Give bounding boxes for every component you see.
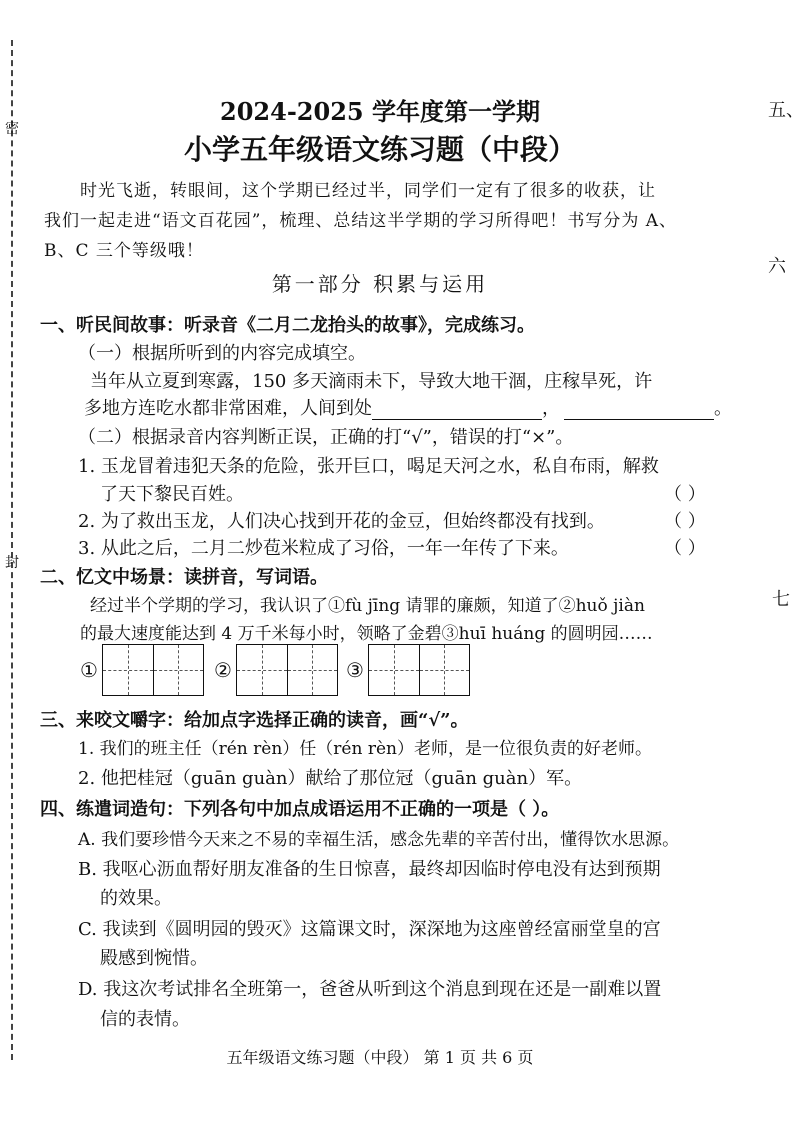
answer-paren-1[interactable]: （ ） — [664, 484, 706, 505]
question-4-heading: 四、练遣词造句：下列各句中加点成语运用不正确的一项是（ ）。 — [40, 799, 560, 820]
writing-cell[interactable] — [419, 645, 469, 695]
question-2-line-2: 的最大速度能达到 4 万千米每小时，领略了金碧③huī huáng 的圆明园…… — [80, 624, 653, 644]
question-2-heading: 二、忆文中场景：读拼音，写词语。 — [40, 567, 328, 588]
question-1-fill-line-1: 当年从立夏到寒露，150 多天滴雨未下，导致大地干涸，庄稼旱死，许 — [90, 371, 653, 392]
option-b-line-2: 的效果。 — [100, 888, 172, 909]
writing-grid-3 — [346, 645, 470, 695]
writing-cell[interactable] — [237, 645, 287, 695]
grid-number-3: ③ — [346, 658, 364, 682]
answer-blank-1[interactable] — [372, 401, 542, 420]
writing-cell[interactable] — [369, 645, 419, 695]
question-1-item-2: 2. 为了救出玉龙，人们决心找到开花的金豆，但始终都没有找到。 — [78, 511, 605, 532]
option-d-line-2: 信的表情。 — [100, 1009, 190, 1030]
part-one-title: 第一部分 积累与运用 — [271, 272, 489, 296]
question-3-item-1: 1. 我们的班主任（rén rèn）任（rén rèn）老师，是一位很负责的好老师。 — [78, 739, 652, 759]
question-1-sub-2: （二）根据录音内容判断正误，正确的打“√”，错误的打“×”。 — [78, 427, 574, 448]
question-3-heading: 三、来咬文嚼字：给加点字选择正确的读音，画“√”。 — [40, 710, 469, 731]
question-1-fill-line-2 — [84, 394, 732, 420]
answer-paren-2[interactable]: （ ） — [664, 511, 706, 532]
option-b-line-1[interactable]: B. 我呕心沥血帮好朋友准备的生日惊喜，最终却因临时停电没有达到预期 — [78, 859, 661, 880]
exam-main-title: 小学五年级语文练习题（中段） — [183, 133, 576, 166]
writing-box-3[interactable] — [368, 644, 470, 696]
exam-year-title: 2024-2025 学年度第一学期 — [220, 97, 540, 126]
answer-paren-3[interactable]: （ ） — [664, 538, 706, 559]
right-edge-number-7: 七 — [772, 589, 790, 610]
option-a[interactable]: A. 我们要珍惜今天来之不易的幸福生活，感念先辈的辛苦付出，懂得饮水思源。 — [78, 830, 680, 850]
grid-number-2: ② — [214, 658, 232, 682]
option-c-line-1[interactable]: C. 我读到《圆明园的毁灭》这篇课文时，深深地为这座曾经富丽堂皇的宫 — [78, 919, 661, 940]
question-1-item-1-line-1: 1. 玉龙冒着违犯天条的危险，张开巨口，喝足天河之水，私自布雨，解救 — [78, 456, 659, 477]
intro-line-2: 我们一起走进“语文百花园”，梳理、总结这半学期的学习所得吧！书写分为 A、 — [44, 211, 678, 231]
intro-line-1: 时光飞逝，转眼间，这个学期已经过半，同学们一定有了很多的收获，让 — [80, 181, 656, 201]
writing-box-1[interactable] — [102, 644, 204, 696]
option-c-line-2: 殿感到惋惜。 — [100, 948, 208, 969]
question-1-item-1-line-2: 了天下黎民百姓。 — [100, 484, 244, 505]
grid-number-1: ① — [80, 658, 98, 682]
answer-blank-2[interactable] — [564, 401, 714, 420]
writing-grid-1 — [80, 645, 204, 695]
question-1-sub-1: （一）根据所听到的内容完成填空。 — [78, 343, 366, 364]
writing-cell[interactable] — [287, 645, 337, 695]
right-edge-number-5: 五、 — [768, 100, 804, 121]
writing-cell[interactable] — [103, 645, 153, 695]
writing-grid-2 — [214, 645, 338, 695]
fold-mark-top: 密 — [5, 121, 19, 137]
intro-line-3: B、C 三个等级哦！ — [44, 241, 204, 261]
fill-comma: ， — [542, 398, 560, 419]
fold-mark-mid: 封 — [5, 555, 19, 571]
question-3-item-2: 2. 他把桂冠（guān guàn）献给了那位冠（guān guàn）军。 — [78, 768, 583, 789]
fill-text: 多地方连吃水都非常困难，人间到处 — [84, 398, 372, 419]
fill-period: 。 — [714, 398, 732, 419]
right-edge-number-6: 六 — [768, 256, 786, 277]
option-d-line-1[interactable]: D. 我这次考试排名全班第一，爸爸从听到这个消息到现在还是一副难以置 — [78, 979, 662, 1000]
question-1-item-3: 3. 从此之后，二月二炒苞米粒成了习俗，一年一年传了下来。 — [78, 538, 569, 559]
writing-box-2[interactable] — [236, 644, 338, 696]
question-2-line-1: 经过半个学期的学习，我认识了①fù jīng 请罪的廉颇，知道了②huǒ jiàn — [90, 596, 645, 616]
page-footer: 五年级语文练习题（中段） 第 1 页 共 6 页 — [226, 1048, 534, 1067]
writing-cell[interactable] — [153, 645, 203, 695]
question-1-heading: 一、听民间故事：听录音《二月二龙抬头的故事》，完成练习。 — [40, 315, 535, 336]
binding-fold-line — [11, 40, 13, 1060]
